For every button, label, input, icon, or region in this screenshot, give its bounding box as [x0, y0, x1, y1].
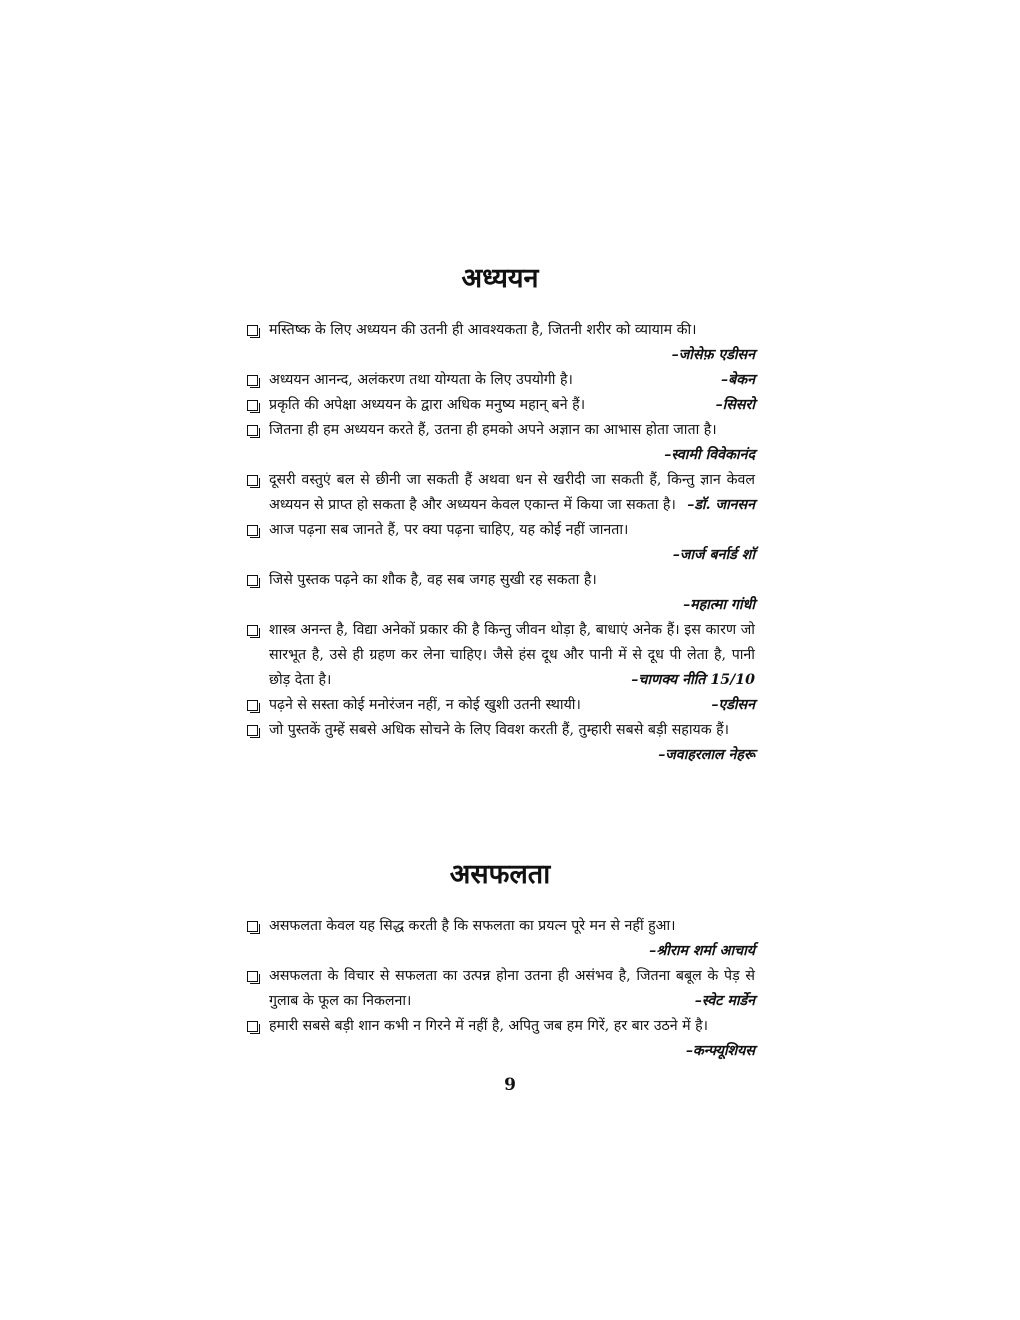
checkbox-bullet-icon	[247, 325, 258, 336]
quote-text: मस्तिष्क के लिए अध्ययन की उतनी ही आवश्यकता है, जितनी शरीर को व्यायाम की।	[269, 322, 697, 338]
quote-item	[245, 618, 755, 693]
quote-author: –बेकन	[721, 372, 755, 388]
quote-item	[245, 568, 755, 618]
checkbox-bullet-icon	[247, 475, 258, 486]
quote-author: –स्वेट मार्डेन	[694, 993, 755, 1009]
quote-text: आज पढ़ना सब जानते हैं, पर क्या पढ़ना चाहिए, यह कोई नहीं जानता।	[269, 522, 629, 538]
quote-text: शास्त्र अनन्त है, विद्या अनेकों प्रकार की है किन्तु जीवन थोड़ा है, बाधाएं अनेक हैं। इस कारण जो सारभूत है, उसे ही ग्रहण कर लेना चाहिए। जैसे हंस दूध और पानी में से दूध पी लेता है, पानी छोड़ देता है।	[269, 622, 755, 688]
quote-item	[245, 964, 755, 1014]
quote-author: –सिसरो	[715, 397, 755, 413]
quote-author: –श्रीराम शर्मा आचार्य	[649, 943, 755, 959]
quote-text: पढ़ने से सस्ता कोई मनोरंजन नहीं, न कोई खुशी उतनी स्थायी।	[269, 697, 581, 713]
checkbox-bullet-icon	[247, 375, 258, 386]
quote-text: असफलता केवल यह सिद्ध करती है कि सफलता का प्रयत्न पूरे मन से नहीं हुआ।	[269, 918, 676, 934]
quote-author: –कन्फ्यूशियस	[685, 1043, 755, 1059]
quote-item	[245, 914, 755, 964]
section-failure	[245, 858, 755, 1064]
quote-author: –एडीसन	[711, 697, 755, 713]
checkbox-bullet-icon	[247, 921, 258, 932]
quote-author: –जवाहरलाल नेहरू	[658, 747, 755, 763]
quote-text: जिसे पुस्तक पढ़ने का शौक है, वह सब जगह सुखी रह सकता है।	[269, 572, 597, 588]
quote-item	[245, 718, 755, 768]
quote-text: दूसरी वस्तुएं बल से छीनी जा सकती हैं अथवा धन से खरीदी जा सकती हैं, किन्तु ज्ञान केवल अध्ययन से प्राप्त हो सकता है और अध्ययन केवल एकान्त में किया जा सकता है।	[269, 472, 755, 513]
quote-text: असफलता के विचार से सफलता का उत्पन्न होना उतना ही असंभव है, जितना बबूल के पेड़ से गुलाब के फूल का निकलना।	[269, 968, 755, 1009]
checkbox-bullet-icon	[247, 1021, 258, 1032]
quote-item	[245, 468, 755, 518]
checkbox-bullet-icon	[247, 725, 258, 736]
checkbox-bullet-icon	[247, 971, 258, 982]
quote-item	[245, 693, 755, 718]
quote-author: –डॉ. जानसन	[687, 497, 755, 513]
checkbox-bullet-icon	[247, 400, 258, 411]
quote-item	[245, 418, 755, 468]
section-title: अध्ययन	[461, 263, 539, 294]
quote-text: प्रकृति की अपेक्षा अध्ययन के द्वारा अधिक मनुष्य महान् बने हैं।	[269, 397, 586, 413]
quote-author: –जार्ज बर्नार्ड शॉ	[672, 547, 755, 563]
section-study	[245, 262, 755, 768]
quote-item	[245, 318, 755, 368]
checkbox-bullet-icon	[247, 700, 258, 711]
quote-author: –जोसेफ़ एडीसन	[671, 347, 755, 363]
checkbox-bullet-icon	[247, 425, 258, 436]
quote-text: जो पुस्तकें तुम्हें सबसे अधिक सोचने के लिए विवश करती हैं, तुम्हारी सबसे बड़ी सहायक हैं।	[269, 722, 730, 738]
quote-item	[245, 393, 755, 418]
checkbox-bullet-icon	[247, 525, 258, 536]
quote-author: –महात्मा गांधी	[683, 597, 755, 613]
quote-item	[245, 368, 755, 393]
quote-author: –स्वामी विवेकानंद	[664, 447, 755, 463]
quote-text: अध्ययन आनन्द, अलंकरण तथा योग्यता के लिए उपयोगी है।	[269, 372, 573, 388]
section-title: असफलता	[449, 859, 551, 890]
quote-text: जितना ही हम अध्ययन करते हैं, उतना ही हमको अपने अज्ञान का आभास होता जाता है।	[269, 422, 717, 438]
quote-author: –चाणक्य नीति 15/10	[631, 672, 755, 688]
quote-text: हमारी सबसे बड़ी शान कभी न गिरने में नहीं है, अपितु जब हम गिरें, हर बार उठने में है।	[269, 1018, 709, 1034]
page-number: 9	[504, 1075, 516, 1095]
checkbox-bullet-icon	[247, 625, 258, 636]
checkbox-bullet-icon	[247, 575, 258, 586]
quote-item	[245, 1014, 755, 1064]
quote-item	[245, 518, 755, 568]
